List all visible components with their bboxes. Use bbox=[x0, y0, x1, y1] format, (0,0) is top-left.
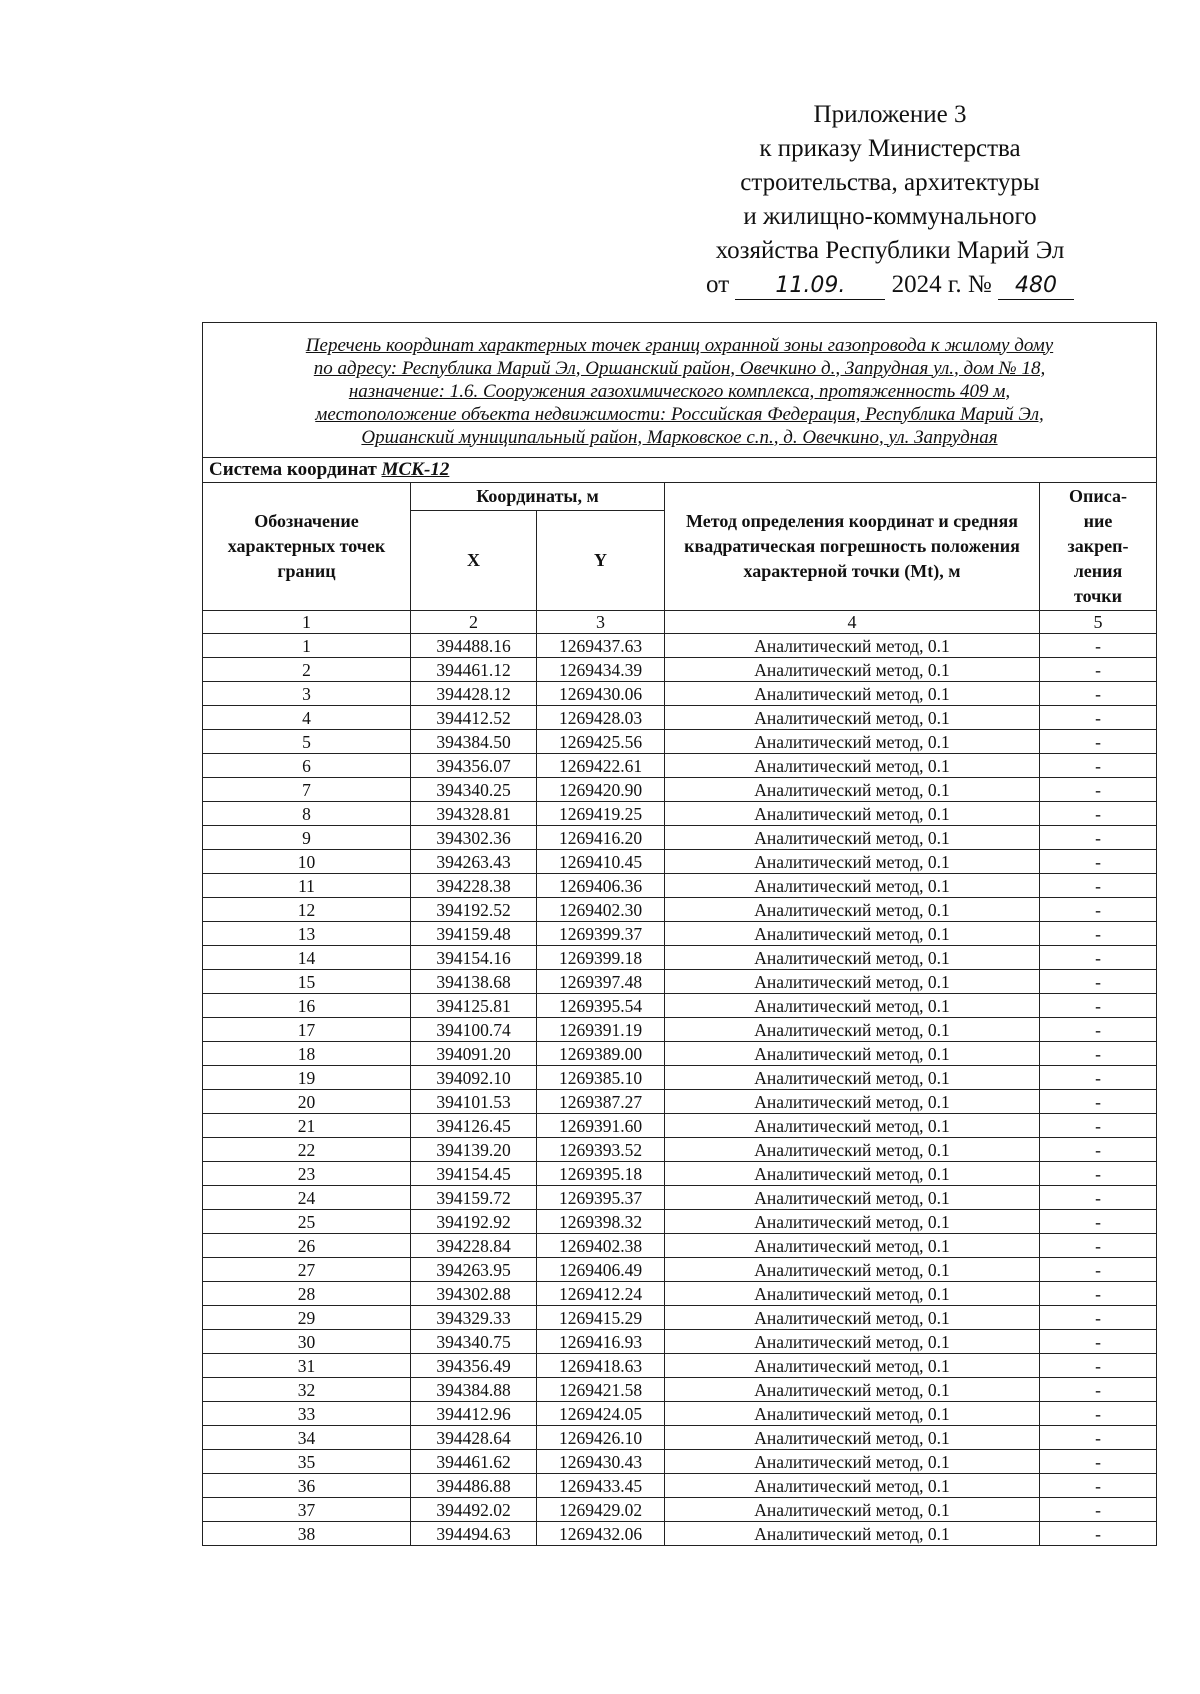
point-number-cell: 11 bbox=[203, 874, 411, 898]
method-cell: Аналитический метод, 0.1 bbox=[665, 1114, 1040, 1138]
table-row bbox=[203, 682, 1157, 706]
coordinate-system-label: Система координат bbox=[209, 459, 377, 480]
point-number-cell: 9 bbox=[203, 826, 411, 850]
point-number-cell: 1 bbox=[203, 634, 411, 658]
description-cell: - bbox=[1040, 1378, 1157, 1402]
y-coordinate-cell: 1269424.05 bbox=[537, 1402, 665, 1426]
y-coordinate-cell: 1269395.18 bbox=[537, 1162, 665, 1186]
table-row bbox=[203, 1258, 1157, 1282]
x-coordinate-cell: 394091.20 bbox=[411, 1042, 537, 1066]
x-coordinate-cell: 394328.81 bbox=[411, 802, 537, 826]
table-row bbox=[203, 922, 1157, 946]
method-cell: Аналитический метод, 0.1 bbox=[665, 1282, 1040, 1306]
y-coordinate-cell: 1269389.00 bbox=[537, 1042, 665, 1066]
table-row bbox=[203, 1114, 1157, 1138]
method-cell: Аналитический метод, 0.1 bbox=[665, 1210, 1040, 1234]
x-coordinate-cell: 394228.84 bbox=[411, 1234, 537, 1258]
description-cell: - bbox=[1040, 1210, 1157, 1234]
x-coordinate-cell: 394159.48 bbox=[411, 922, 537, 946]
x-coordinate-cell: 394428.64 bbox=[411, 1426, 537, 1450]
point-number-cell: 27 bbox=[203, 1258, 411, 1282]
y-coordinate-cell: 1269402.30 bbox=[537, 898, 665, 922]
x-coordinate-cell: 394138.68 bbox=[411, 970, 537, 994]
description-cell: - bbox=[1040, 778, 1157, 802]
y-coordinate-cell: 1269391.19 bbox=[537, 1018, 665, 1042]
method-cell: Аналитический метод, 0.1 bbox=[665, 874, 1040, 898]
table-row bbox=[203, 754, 1157, 778]
y-coordinate-cell: 1269399.18 bbox=[537, 946, 665, 970]
y-coordinate-cell: 1269418.63 bbox=[537, 1354, 665, 1378]
x-coordinate-cell: 394428.12 bbox=[411, 682, 537, 706]
column-number: 4 bbox=[665, 611, 1040, 634]
y-coordinate-cell: 1269387.27 bbox=[537, 1090, 665, 1114]
y-coordinate-cell: 1269421.58 bbox=[537, 1378, 665, 1402]
y-coordinate-cell: 1269422.61 bbox=[537, 754, 665, 778]
method-cell: Аналитический метод, 0.1 bbox=[665, 994, 1040, 1018]
method-cell: Аналитический метод, 0.1 bbox=[665, 1138, 1040, 1162]
y-coordinate-cell: 1269399.37 bbox=[537, 922, 665, 946]
point-number-cell: 14 bbox=[203, 946, 411, 970]
method-cell: Аналитический метод, 0.1 bbox=[665, 634, 1040, 658]
point-number-cell: 15 bbox=[203, 970, 411, 994]
description-cell: - bbox=[1040, 1474, 1157, 1498]
y-coordinate-cell: 1269410.45 bbox=[537, 850, 665, 874]
table-row bbox=[203, 1018, 1157, 1042]
point-number-cell: 24 bbox=[203, 1186, 411, 1210]
x-coordinate-cell: 394092.10 bbox=[411, 1066, 537, 1090]
x-coordinate-cell: 394154.45 bbox=[411, 1162, 537, 1186]
table-row bbox=[203, 1354, 1157, 1378]
title-line: местоположение объекта недвижимости: Российская Федерация, Республика Марий Эл, bbox=[315, 403, 1044, 425]
description-cell: - bbox=[1040, 1498, 1157, 1522]
method-cell: Аналитический метод, 0.1 bbox=[665, 1354, 1040, 1378]
point-number-cell: 12 bbox=[203, 898, 411, 922]
appendix-line: хозяйства Республики Марий Эл bbox=[715, 237, 1065, 264]
y-coordinate-cell: 1269425.56 bbox=[537, 730, 665, 754]
header-x: X bbox=[411, 511, 537, 611]
point-number-cell: 18 bbox=[203, 1042, 411, 1066]
point-number-cell: 26 bbox=[203, 1234, 411, 1258]
header-description-line: точки bbox=[1073, 586, 1123, 606]
point-number-cell: 16 bbox=[203, 994, 411, 1018]
method-cell: Аналитический метод, 0.1 bbox=[665, 946, 1040, 970]
point-number-cell: 3 bbox=[203, 682, 411, 706]
table-row bbox=[203, 1450, 1157, 1474]
x-coordinate-cell: 394126.45 bbox=[411, 1114, 537, 1138]
table-row bbox=[203, 1282, 1157, 1306]
description-cell: - bbox=[1040, 1138, 1157, 1162]
point-number-cell: 34 bbox=[203, 1426, 411, 1450]
point-number-cell: 35 bbox=[203, 1450, 411, 1474]
description-cell: - bbox=[1040, 1114, 1157, 1138]
method-cell: Аналитический метод, 0.1 bbox=[665, 1090, 1040, 1114]
appendix-line: к приказу Министерства bbox=[759, 135, 1021, 162]
description-cell: - bbox=[1040, 1090, 1157, 1114]
table-row bbox=[203, 1330, 1157, 1354]
table-row bbox=[203, 802, 1157, 826]
method-cell: Аналитический метод, 0.1 bbox=[665, 802, 1040, 826]
table-row bbox=[203, 706, 1157, 730]
y-coordinate-cell: 1269402.38 bbox=[537, 1234, 665, 1258]
column-number: 5 bbox=[1040, 611, 1157, 634]
description-cell: - bbox=[1040, 1354, 1157, 1378]
method-cell: Аналитический метод, 0.1 bbox=[665, 1162, 1040, 1186]
method-cell: Аналитический метод, 0.1 bbox=[665, 658, 1040, 682]
x-coordinate-cell: 394340.75 bbox=[411, 1330, 537, 1354]
description-cell: - bbox=[1040, 1306, 1157, 1330]
x-coordinate-cell: 394154.16 bbox=[411, 946, 537, 970]
x-coordinate-cell: 394492.02 bbox=[411, 1498, 537, 1522]
x-coordinate-cell: 394228.38 bbox=[411, 874, 537, 898]
method-cell: Аналитический метод, 0.1 bbox=[665, 1186, 1040, 1210]
point-number-cell: 25 bbox=[203, 1210, 411, 1234]
method-cell: Аналитический метод, 0.1 bbox=[665, 730, 1040, 754]
table-row bbox=[203, 970, 1157, 994]
table-row bbox=[203, 1042, 1157, 1066]
y-coordinate-cell: 1269430.06 bbox=[537, 682, 665, 706]
description-cell: - bbox=[1040, 1186, 1157, 1210]
method-cell: Аналитический метод, 0.1 bbox=[665, 1426, 1040, 1450]
table-row bbox=[203, 634, 1157, 658]
y-coordinate-cell: 1269420.90 bbox=[537, 778, 665, 802]
point-number-cell: 28 bbox=[203, 1282, 411, 1306]
y-coordinate-cell: 1269428.03 bbox=[537, 706, 665, 730]
point-number-cell: 7 bbox=[203, 778, 411, 802]
column-number: 3 bbox=[537, 611, 665, 634]
table-row bbox=[203, 1234, 1157, 1258]
x-coordinate-cell: 394461.12 bbox=[411, 658, 537, 682]
coordinate-system bbox=[203, 458, 1157, 483]
x-coordinate-cell: 394356.07 bbox=[411, 754, 537, 778]
description-cell: - bbox=[1040, 1402, 1157, 1426]
description-cell: - bbox=[1040, 754, 1157, 778]
method-cell: Аналитический метод, 0.1 bbox=[665, 1306, 1040, 1330]
x-coordinate-cell: 394100.74 bbox=[411, 1018, 537, 1042]
description-cell: - bbox=[1040, 1282, 1157, 1306]
title-line: назначение: 1.6. Сооружения газохимического комплекса, протяженность 409 м, bbox=[348, 380, 1011, 402]
y-coordinate-cell: 1269385.10 bbox=[537, 1066, 665, 1090]
point-number-cell: 32 bbox=[203, 1378, 411, 1402]
y-coordinate-cell: 1269393.52 bbox=[537, 1138, 665, 1162]
description-cell: - bbox=[1040, 970, 1157, 994]
y-coordinate-cell: 1269406.49 bbox=[537, 1258, 665, 1282]
description-cell: - bbox=[1040, 658, 1157, 682]
method-cell: Аналитический метод, 0.1 bbox=[665, 970, 1040, 994]
y-coordinate-cell: 1269432.06 bbox=[537, 1522, 665, 1546]
table-body bbox=[203, 634, 1157, 1546]
y-coordinate-cell: 1269429.02 bbox=[537, 1498, 665, 1522]
x-coordinate-cell: 394412.52 bbox=[411, 706, 537, 730]
x-coordinate-cell: 394461.62 bbox=[411, 1450, 537, 1474]
point-number-cell: 13 bbox=[203, 922, 411, 946]
x-coordinate-cell: 394101.53 bbox=[411, 1090, 537, 1114]
table-row bbox=[203, 1498, 1157, 1522]
table-row bbox=[203, 826, 1157, 850]
description-cell: - bbox=[1040, 1066, 1157, 1090]
point-number-cell: 4 bbox=[203, 706, 411, 730]
method-cell: Аналитический метод, 0.1 bbox=[665, 754, 1040, 778]
table-row bbox=[203, 1426, 1157, 1450]
y-coordinate-cell: 1269395.37 bbox=[537, 1186, 665, 1210]
table-row bbox=[203, 1522, 1157, 1546]
handwritten-date: 11.09. bbox=[735, 273, 885, 300]
description-cell: - bbox=[1040, 1522, 1157, 1546]
point-number-cell: 17 bbox=[203, 1018, 411, 1042]
method-cell: Аналитический метод, 0.1 bbox=[665, 1018, 1040, 1042]
point-number-cell: 5 bbox=[203, 730, 411, 754]
x-coordinate-cell: 394192.52 bbox=[411, 898, 537, 922]
method-cell: Аналитический метод, 0.1 bbox=[665, 1330, 1040, 1354]
table-row bbox=[203, 898, 1157, 922]
coordinates-table bbox=[202, 322, 1157, 1546]
method-cell: Аналитический метод, 0.1 bbox=[665, 778, 1040, 802]
x-coordinate-cell: 394302.88 bbox=[411, 1282, 537, 1306]
appendix-line: и жилищно-коммунального bbox=[743, 203, 1037, 230]
point-number-cell: 2 bbox=[203, 658, 411, 682]
year-text: 2024 г. № bbox=[891, 271, 992, 298]
table-row bbox=[203, 1162, 1157, 1186]
table-row bbox=[203, 1186, 1157, 1210]
method-cell: Аналитический метод, 0.1 bbox=[665, 1066, 1040, 1090]
appendix-line: Приложение 3 bbox=[813, 101, 967, 128]
table-row bbox=[203, 1474, 1157, 1498]
title-line: Перечень координат характерных точек границ охранной зоны газопровода к жилому дому bbox=[305, 334, 1054, 356]
point-number-cell: 21 bbox=[203, 1114, 411, 1138]
x-coordinate-cell: 394356.49 bbox=[411, 1354, 537, 1378]
point-number-cell: 31 bbox=[203, 1354, 411, 1378]
method-cell: Аналитический метод, 0.1 bbox=[665, 898, 1040, 922]
date-prefix: от bbox=[706, 271, 730, 298]
x-coordinate-cell: 394329.33 bbox=[411, 1306, 537, 1330]
handwritten-number: 480 bbox=[998, 273, 1074, 300]
method-cell: Аналитический метод, 0.1 bbox=[665, 826, 1040, 850]
y-coordinate-cell: 1269415.29 bbox=[537, 1306, 665, 1330]
description-cell: - bbox=[1040, 1330, 1157, 1354]
y-coordinate-cell: 1269430.43 bbox=[537, 1450, 665, 1474]
header-coordinates: Координаты, м bbox=[411, 483, 665, 511]
table-row bbox=[203, 994, 1157, 1018]
table-row bbox=[203, 874, 1157, 898]
description-cell: - bbox=[1040, 1234, 1157, 1258]
description-cell: - bbox=[1040, 874, 1157, 898]
point-number-cell: 19 bbox=[203, 1066, 411, 1090]
description-cell: - bbox=[1040, 802, 1157, 826]
method-cell: Аналитический метод, 0.1 bbox=[665, 1234, 1040, 1258]
point-number-cell: 6 bbox=[203, 754, 411, 778]
method-cell: Аналитический метод, 0.1 bbox=[665, 1042, 1040, 1066]
method-cell: Аналитический метод, 0.1 bbox=[665, 1450, 1040, 1474]
x-coordinate-cell: 394384.88 bbox=[411, 1378, 537, 1402]
header-description-line: Описа- bbox=[1069, 486, 1127, 506]
point-number-cell: 37 bbox=[203, 1498, 411, 1522]
description-cell: - bbox=[1040, 898, 1157, 922]
y-coordinate-cell: 1269397.48 bbox=[537, 970, 665, 994]
point-number-cell: 30 bbox=[203, 1330, 411, 1354]
header-description bbox=[1040, 483, 1157, 611]
point-number-cell: 33 bbox=[203, 1402, 411, 1426]
description-cell: - bbox=[1040, 634, 1157, 658]
header-description-line: закреп- bbox=[1067, 536, 1129, 556]
description-cell: - bbox=[1040, 1426, 1157, 1450]
method-cell: Аналитический метод, 0.1 bbox=[665, 682, 1040, 706]
y-coordinate-cell: 1269398.32 bbox=[537, 1210, 665, 1234]
x-coordinate-cell: 394192.92 bbox=[411, 1210, 537, 1234]
point-number-cell: 8 bbox=[203, 802, 411, 826]
x-coordinate-cell: 394494.63 bbox=[411, 1522, 537, 1546]
method-cell: Аналитический метод, 0.1 bbox=[665, 1402, 1040, 1426]
method-cell: Аналитический метод, 0.1 bbox=[665, 1378, 1040, 1402]
y-coordinate-cell: 1269433.45 bbox=[537, 1474, 665, 1498]
header-y: Y bbox=[537, 511, 665, 611]
description-cell: - bbox=[1040, 1018, 1157, 1042]
point-number-cell: 36 bbox=[203, 1474, 411, 1498]
x-coordinate-cell: 394384.50 bbox=[411, 730, 537, 754]
x-coordinate-cell: 394486.88 bbox=[411, 1474, 537, 1498]
y-coordinate-cell: 1269437.63 bbox=[537, 634, 665, 658]
x-coordinate-cell: 394139.20 bbox=[411, 1138, 537, 1162]
header-description-line: ние bbox=[1083, 511, 1113, 531]
order-date-line bbox=[680, 268, 1100, 302]
x-coordinate-cell: 394302.36 bbox=[411, 826, 537, 850]
table-row bbox=[203, 1210, 1157, 1234]
table-title bbox=[203, 323, 1157, 458]
column-number: 1 bbox=[203, 611, 411, 634]
y-coordinate-cell: 1269416.20 bbox=[537, 826, 665, 850]
method-cell: Аналитический метод, 0.1 bbox=[665, 1474, 1040, 1498]
table-row bbox=[203, 1066, 1157, 1090]
point-number-cell: 38 bbox=[203, 1522, 411, 1546]
table-row bbox=[203, 946, 1157, 970]
table-row bbox=[203, 730, 1157, 754]
method-cell: Аналитический метод, 0.1 bbox=[665, 850, 1040, 874]
method-cell: Аналитический метод, 0.1 bbox=[665, 706, 1040, 730]
description-cell: - bbox=[1040, 1450, 1157, 1474]
table-row bbox=[203, 1306, 1157, 1330]
y-coordinate-cell: 1269434.39 bbox=[537, 658, 665, 682]
description-cell: - bbox=[1040, 994, 1157, 1018]
description-cell: - bbox=[1040, 706, 1157, 730]
x-coordinate-cell: 394412.96 bbox=[411, 1402, 537, 1426]
x-coordinate-cell: 394159.72 bbox=[411, 1186, 537, 1210]
description-cell: - bbox=[1040, 850, 1157, 874]
y-coordinate-cell: 1269395.54 bbox=[537, 994, 665, 1018]
table-row bbox=[203, 1402, 1157, 1426]
header-description-line: ления bbox=[1073, 561, 1123, 581]
point-number-cell: 20 bbox=[203, 1090, 411, 1114]
method-cell: Аналитический метод, 0.1 bbox=[665, 1522, 1040, 1546]
table-row bbox=[203, 1378, 1157, 1402]
x-coordinate-cell: 394340.25 bbox=[411, 778, 537, 802]
point-number-cell: 29 bbox=[203, 1306, 411, 1330]
description-cell: - bbox=[1040, 1258, 1157, 1282]
method-cell: Аналитический метод, 0.1 bbox=[665, 922, 1040, 946]
method-cell: Аналитический метод, 0.1 bbox=[665, 1498, 1040, 1522]
description-cell: - bbox=[1040, 922, 1157, 946]
y-coordinate-cell: 1269416.93 bbox=[537, 1330, 665, 1354]
coordinate-system-name: МСК-12 bbox=[381, 459, 450, 480]
title-line: по адресу: Республика Марий Эл, Оршанский район, Овечкино д., Запрудная ул., дом № 18, bbox=[313, 357, 1046, 379]
y-coordinate-cell: 1269391.60 bbox=[537, 1114, 665, 1138]
description-cell: - bbox=[1040, 1042, 1157, 1066]
y-coordinate-cell: 1269406.36 bbox=[537, 874, 665, 898]
x-coordinate-cell: 394263.95 bbox=[411, 1258, 537, 1282]
x-coordinate-cell: 394488.16 bbox=[411, 634, 537, 658]
point-number-cell: 10 bbox=[203, 850, 411, 874]
description-cell: - bbox=[1040, 730, 1157, 754]
table-row bbox=[203, 1138, 1157, 1162]
header-point: Обозначение характерных точек границ bbox=[203, 483, 411, 611]
description-cell: - bbox=[1040, 826, 1157, 850]
appendix-header bbox=[680, 98, 1100, 302]
table-row bbox=[203, 850, 1157, 874]
table-row bbox=[203, 1090, 1157, 1114]
description-cell: - bbox=[1040, 946, 1157, 970]
table-row bbox=[203, 778, 1157, 802]
table-row bbox=[203, 658, 1157, 682]
title-line: Оршанский муниципальный район, Марковское с.п., д. Овечкино, ул. Запрудная bbox=[361, 426, 998, 448]
method-cell: Аналитический метод, 0.1 bbox=[665, 1258, 1040, 1282]
y-coordinate-cell: 1269419.25 bbox=[537, 802, 665, 826]
x-coordinate-cell: 394125.81 bbox=[411, 994, 537, 1018]
point-number-cell: 22 bbox=[203, 1138, 411, 1162]
description-cell: - bbox=[1040, 682, 1157, 706]
description-cell: - bbox=[1040, 1162, 1157, 1186]
y-coordinate-cell: 1269412.24 bbox=[537, 1282, 665, 1306]
point-number-cell: 23 bbox=[203, 1162, 411, 1186]
x-coordinate-cell: 394263.43 bbox=[411, 850, 537, 874]
y-coordinate-cell: 1269426.10 bbox=[537, 1426, 665, 1450]
column-number-row bbox=[203, 611, 1157, 634]
header-method: Метод определения координат и средняя квадратическая погрешность положения характерной точки (Mt), м bbox=[665, 483, 1040, 611]
column-number: 2 bbox=[411, 611, 537, 634]
appendix-line: строительства, архитектуры bbox=[740, 169, 1040, 196]
